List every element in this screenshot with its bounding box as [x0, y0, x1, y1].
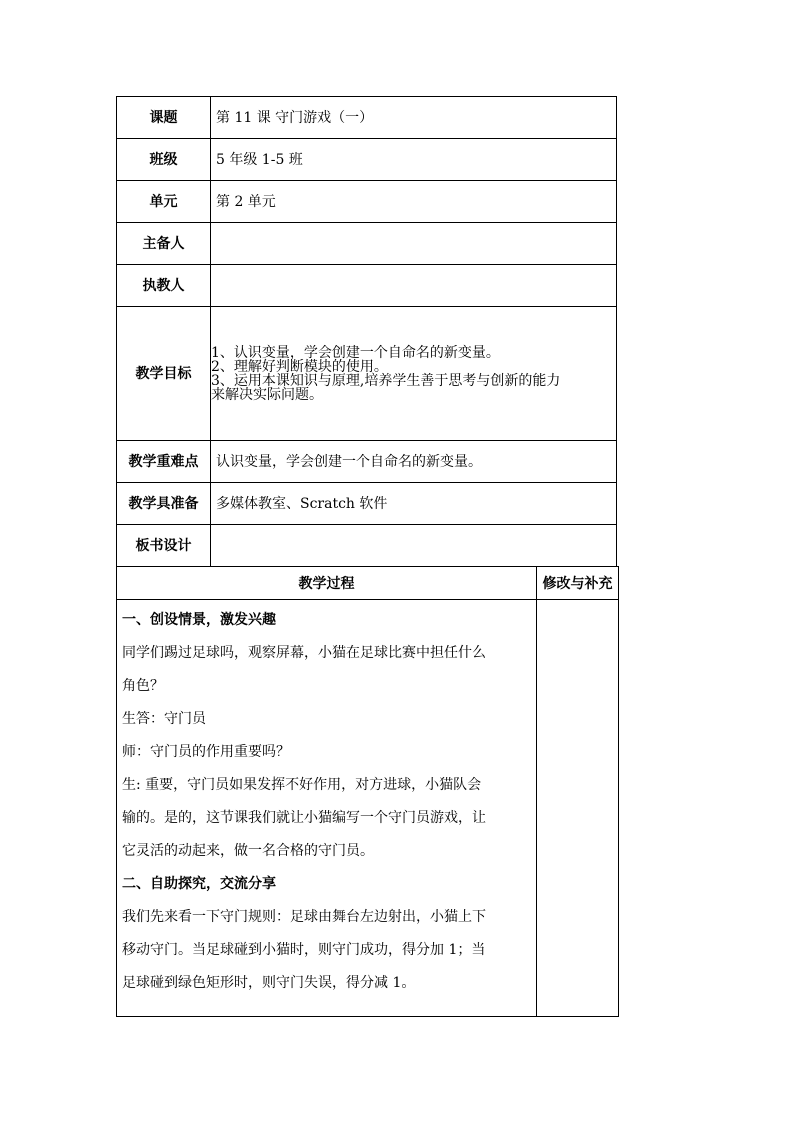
- teacher-label: 执教人: [117, 265, 211, 307]
- goal-line: 3、运用本课知识与原理,培养学生善于思考与创新的能力: [211, 372, 561, 389]
- preparer-value: [211, 223, 617, 265]
- unit-label: 单元: [117, 181, 211, 223]
- process-line: 角色？: [122, 678, 164, 694]
- info-row-preparation: [117, 483, 617, 525]
- process-line: 师：守门员的作用重要吗？: [122, 744, 290, 760]
- goal-line: 1、认识变量，学会创建一个自命名的新变量。: [211, 344, 500, 361]
- section-heading: 一、创设情景，激发兴趣: [122, 612, 276, 628]
- info-row-teacher: [117, 265, 617, 307]
- info-row-unit: [117, 181, 617, 223]
- preparer-label: 主备人: [117, 223, 211, 265]
- preparation-label: 教学具准备: [117, 483, 211, 525]
- key-points-value: 认识变量，学会创建一个自命名的新变量。: [211, 441, 617, 483]
- goal-line: 2、理解好判断模块的使用。: [211, 358, 388, 375]
- process-line: 同学们踢过足球吗，观察屏幕，小猫在足球比赛中担任什么: [122, 645, 486, 661]
- process-header-row: [117, 567, 619, 600]
- blackboard-value: [211, 525, 617, 567]
- process-line: 生答：守门员: [122, 711, 206, 727]
- revision-header: 修改与补充: [537, 567, 619, 600]
- goals-value: [211, 307, 617, 441]
- class-value: 5 年级 1-5 班: [211, 139, 617, 181]
- unit-value: 第 2 单元: [211, 181, 617, 223]
- info-row-preparer: [117, 223, 617, 265]
- blackboard-label: 板书设计: [117, 525, 211, 567]
- process-line: 生: 重要，守门员如果发挥不好作用，对方进球，小猫队会: [122, 777, 482, 793]
- process-line: 移动守门。当足球碰到小猫时，则守门成功，得分加 1；当: [122, 942, 486, 958]
- process-header: 教学过程: [117, 567, 537, 600]
- process-line: 它灵活的动起来，做一名合格的守门员。: [122, 843, 374, 859]
- info-row-key-points: [117, 441, 617, 483]
- info-row-goals: [117, 307, 617, 441]
- process-line: 足球碰到绿色矩形时，则守门失误，得分减 1。: [122, 975, 416, 991]
- info-row-blackboard: [117, 525, 617, 567]
- class-label: 班级: [117, 139, 211, 181]
- goals-label: 教学目标: [117, 307, 211, 441]
- info-row-class: [117, 139, 617, 181]
- goal-line: 来解决实际问题。: [211, 386, 323, 403]
- topic-label: 课题: [117, 97, 211, 139]
- process-content: [117, 600, 537, 1017]
- section-heading: 二、自助探究，交流分享: [122, 876, 276, 892]
- teaching-process-table: [116, 566, 619, 1017]
- teacher-value: [211, 265, 617, 307]
- process-line: 我们先来看一下守门规则：足球由舞台左边射出，小猫上下: [122, 909, 486, 925]
- key-points-label: 教学重难点: [117, 441, 211, 483]
- revision-column: [537, 600, 619, 1017]
- preparation-value: 多媒体教室、Scratch 软件: [211, 483, 617, 525]
- process-body-row: [117, 600, 619, 1017]
- process-line: 输的。是的，这节课我们就让小猫编写一个守门员游戏，让: [122, 810, 486, 826]
- info-row-topic: [117, 97, 617, 139]
- lesson-info-table: [116, 96, 617, 567]
- topic-value: 第 11 课 守门游戏（一）: [211, 97, 617, 139]
